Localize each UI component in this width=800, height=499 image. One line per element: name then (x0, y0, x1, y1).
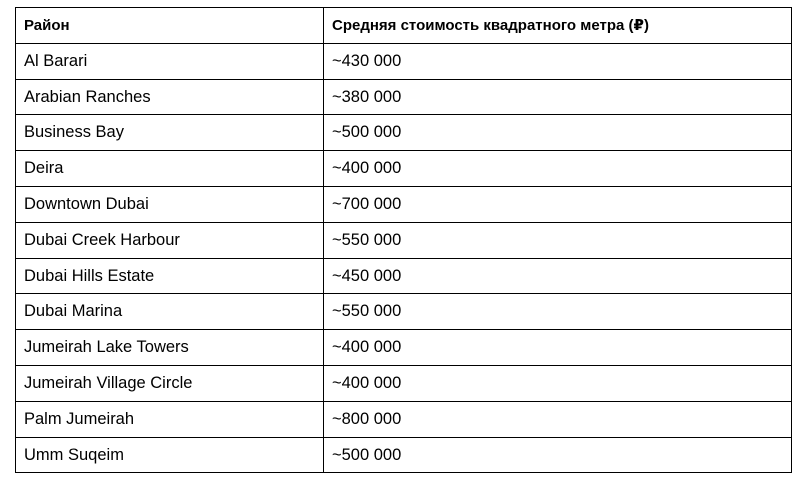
table-row (16, 79, 792, 115)
header-district: Район (16, 8, 324, 44)
table-row (16, 151, 792, 187)
header-price-per-sqm: Средняя стоимость квадратного метра (₽) (324, 8, 792, 44)
price-cell: ~380 000 (324, 79, 792, 115)
price-cell: ~500 000 (324, 115, 792, 151)
table-row (16, 186, 792, 222)
district-cell: Jumeirah Village Circle (16, 365, 324, 401)
price-cell: ~800 000 (324, 401, 792, 437)
district-cell: Arabian Ranches (16, 79, 324, 115)
price-table (15, 7, 792, 473)
table-row (16, 437, 792, 473)
price-cell: ~500 000 (324, 437, 792, 473)
price-cell: ~400 000 (324, 330, 792, 366)
district-cell: Dubai Creek Harbour (16, 222, 324, 258)
district-cell: Al Barari (16, 43, 324, 79)
price-cell: ~700 000 (324, 186, 792, 222)
district-cell: Dubai Marina (16, 294, 324, 330)
price-cell: ~450 000 (324, 258, 792, 294)
price-cell: ~550 000 (324, 222, 792, 258)
table-row (16, 294, 792, 330)
price-cell: ~550 000 (324, 294, 792, 330)
table-row (16, 401, 792, 437)
header-row (16, 8, 792, 44)
district-cell: Deira (16, 151, 324, 187)
district-cell: Dubai Hills Estate (16, 258, 324, 294)
table-row (16, 330, 792, 366)
table-row (16, 258, 792, 294)
price-cell: ~400 000 (324, 365, 792, 401)
price-cell: ~430 000 (324, 43, 792, 79)
table-body (16, 43, 792, 473)
district-cell: Jumeirah Lake Towers (16, 330, 324, 366)
table-row (16, 222, 792, 258)
table-row (16, 365, 792, 401)
price-cell: ~400 000 (324, 151, 792, 187)
district-cell: Umm Suqeim (16, 437, 324, 473)
district-cell: Business Bay (16, 115, 324, 151)
district-cell: Palm Jumeirah (16, 401, 324, 437)
table-row (16, 115, 792, 151)
table-row (16, 43, 792, 79)
district-cell: Downtown Dubai (16, 186, 324, 222)
table-header (16, 8, 792, 44)
